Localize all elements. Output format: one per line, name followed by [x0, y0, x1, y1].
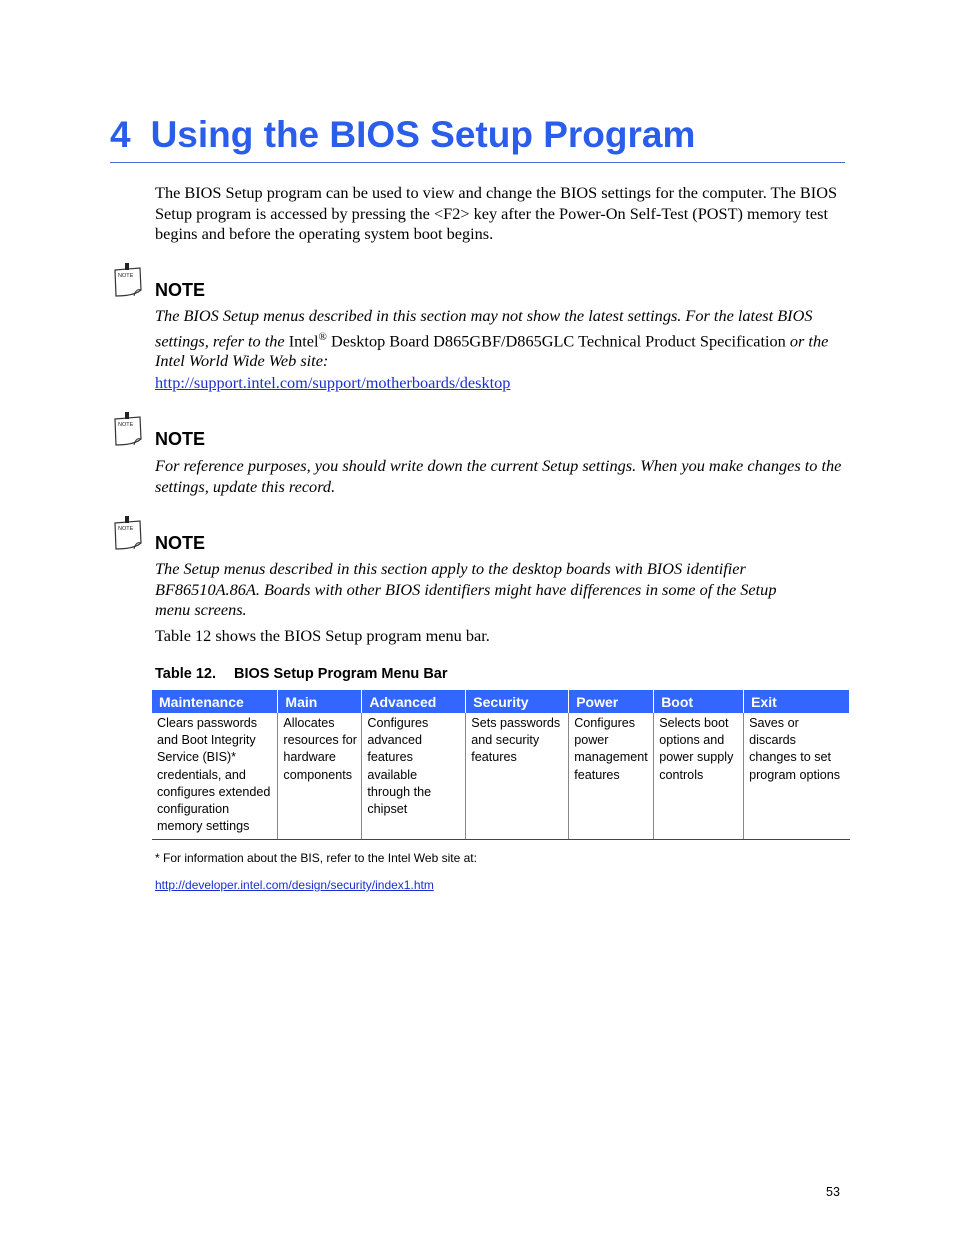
chapter-title-text: Using the BIOS Setup Program	[150, 114, 696, 155]
note-text: The BIOS Setup menus described in this section may not show the latest settings. For the latest BIOS settings, refer to the Intel® Desktop Board D865GBF/D865GLC Technical Product Specification or the Intel World Wide Web site:	[155, 306, 829, 371]
note-text: For reference purposes, you should write down the current Setup settings. When you make changes to the settings, update this record.	[155, 456, 842, 496]
note-icon	[112, 262, 144, 298]
chapter-number: 4	[110, 114, 131, 155]
desc-exit: Saves or discards changes to set program options	[744, 713, 850, 840]
bis-link[interactable]: http://developer.intel.com/design/security/index1.htm	[155, 878, 434, 892]
note-heading: NOTE	[155, 280, 206, 300]
intro-paragraph: The BIOS Setup program can be used to view and change the BIOS settings for the computer. The BIOS Setup program is accessed by pressing the <F2> key after the Power-On Self-Test (POST) memory test begins and before the operating system boot begins.	[155, 183, 838, 243]
footnote-text: * For information about the BIS, refer to the Intel Web site at:	[155, 851, 477, 865]
desc-advanced: Configures advanced features available through the chipset	[362, 713, 466, 840]
svg-text:NOTE: NOTE	[118, 273, 134, 279]
chapter-title	[110, 110, 845, 163]
table-intro: Table 12 shows the BIOS Setup program menu bar.	[155, 626, 490, 645]
note-heading: NOTE	[155, 429, 206, 449]
desc-maintenance: Clears passwords and Boot Integrity Service (BIS)* credentials, and configures extended configuration memory settings	[152, 713, 278, 840]
table-row	[152, 713, 850, 840]
note-text: The Setup menus described in this section apply to the desktop boards with BIOS identifier BF86510A.86A. Boards with other BIOS identifiers might have differences in some of the Setup menu screens.	[155, 559, 777, 619]
header-exit: Exit	[744, 690, 850, 713]
table-caption: Table 12. BIOS Setup Program Menu Bar	[155, 666, 448, 682]
svg-text:NOTE: NOTE	[118, 422, 134, 428]
table-header-row	[152, 690, 850, 713]
desc-power: Configures power management features	[569, 713, 654, 840]
page-number: 53	[826, 1185, 840, 1199]
desc-boot: Selects boot options and power supply controls	[654, 713, 744, 840]
header-boot: Boot	[654, 690, 744, 713]
note-icon	[112, 411, 144, 447]
note-icon	[112, 515, 144, 551]
desc-main: Allocates resources for hardware components	[278, 713, 362, 840]
header-advanced: Advanced	[362, 690, 466, 713]
header-security: Security	[466, 690, 569, 713]
note-heading: NOTE	[155, 533, 206, 553]
menu-bar-table	[152, 690, 850, 840]
support-link[interactable]: http://support.intel.com/support/motherboards/desktop	[155, 373, 511, 392]
header-power: Power	[569, 690, 654, 713]
desc-security: Sets passwords and security features	[466, 713, 569, 840]
header-main: Main	[278, 690, 362, 713]
svg-text:NOTE: NOTE	[118, 526, 134, 532]
header-maintenance: Maintenance	[152, 690, 278, 713]
